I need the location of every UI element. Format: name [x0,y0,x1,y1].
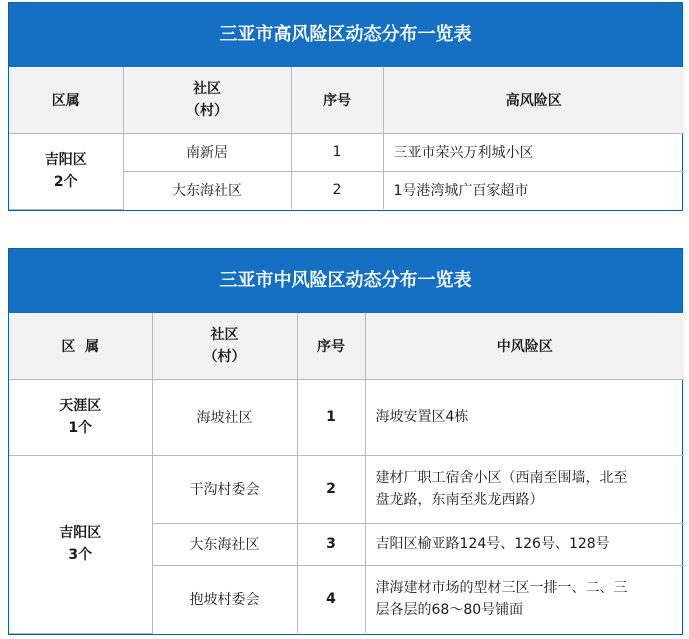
community-cell: 抱坡村委会 [152,565,297,633]
area-line1: 建材厂职工宿舍小区（西南至围墙，北至 [375,470,628,486]
seq-cell: 2 [291,171,383,209]
area-line2: 盘龙路，东南至兆龙西路） [375,492,544,508]
header-community-line1: 社区 [193,80,221,97]
header-seq: 序号 [297,313,365,379]
seq-cell: 4 [297,565,365,633]
high-risk-table-title: 三亚市高风险区动态分布一览表 [9,3,682,67]
community-cell: 南新居 [123,133,291,171]
header-area: 中风险区 [365,313,684,379]
district-count: 2个 [53,174,78,190]
area-line1: 津海建材市场的型材三区一排一、二、三 [375,580,628,597]
table-row [9,455,684,523]
community-cell: 大东海社区 [123,171,291,209]
header-community-line2: （村） [186,102,228,119]
area-cell [365,523,684,565]
district-cell [9,133,123,209]
district-name: 天涯区 [59,398,102,414]
district-name: 吉阳区 [59,525,102,541]
header-community-line2: （村） [203,348,246,365]
area-line2: 层各层的68～80号铺面 [375,602,524,619]
header-district: 区属 [9,67,123,133]
area-line1: 吉阳区榆亚路124号、126号、128号 [375,536,610,552]
district-count: 1个 [68,420,93,436]
seq-cell: 1 [291,133,383,171]
header-community-line1: 社区 [210,326,239,343]
table-row [9,133,684,171]
medium-risk-header-row [9,313,684,379]
area-line1: 海坡安置区4栋 [375,409,469,425]
header-community [123,67,291,133]
high-risk-table [8,2,683,211]
medium-risk-table [8,248,683,635]
community-cell: 大东海社区 [152,523,297,565]
district-cell [9,455,152,633]
seq-cell: 3 [297,523,365,565]
medium-risk-grid [9,313,684,634]
area-cell [365,565,684,633]
table-row [9,379,684,455]
header-community [152,313,297,379]
district-cell [9,379,152,455]
seq-cell: 1 [297,379,365,455]
area-cell: 三亚市荣兴万利城小区 [383,133,684,171]
community-cell: 海坡社区 [152,379,297,455]
high-risk-grid [9,67,684,210]
district-count: 3个 [68,547,93,563]
area-cell: 1号港湾城广百家超市 [383,171,684,209]
area-cell [365,455,684,523]
header-area: 高风险区 [383,67,684,133]
medium-risk-table-title: 三亚市中风险区动态分布一览表 [9,249,682,313]
header-seq: 序号 [291,67,383,133]
seq-cell: 2 [297,455,365,523]
district-name: 吉阳区 [44,152,87,168]
community-cell: 干沟村委会 [152,455,297,523]
high-risk-header-row [9,67,684,133]
area-cell [365,379,684,455]
header-district: 区 属 [9,313,152,379]
